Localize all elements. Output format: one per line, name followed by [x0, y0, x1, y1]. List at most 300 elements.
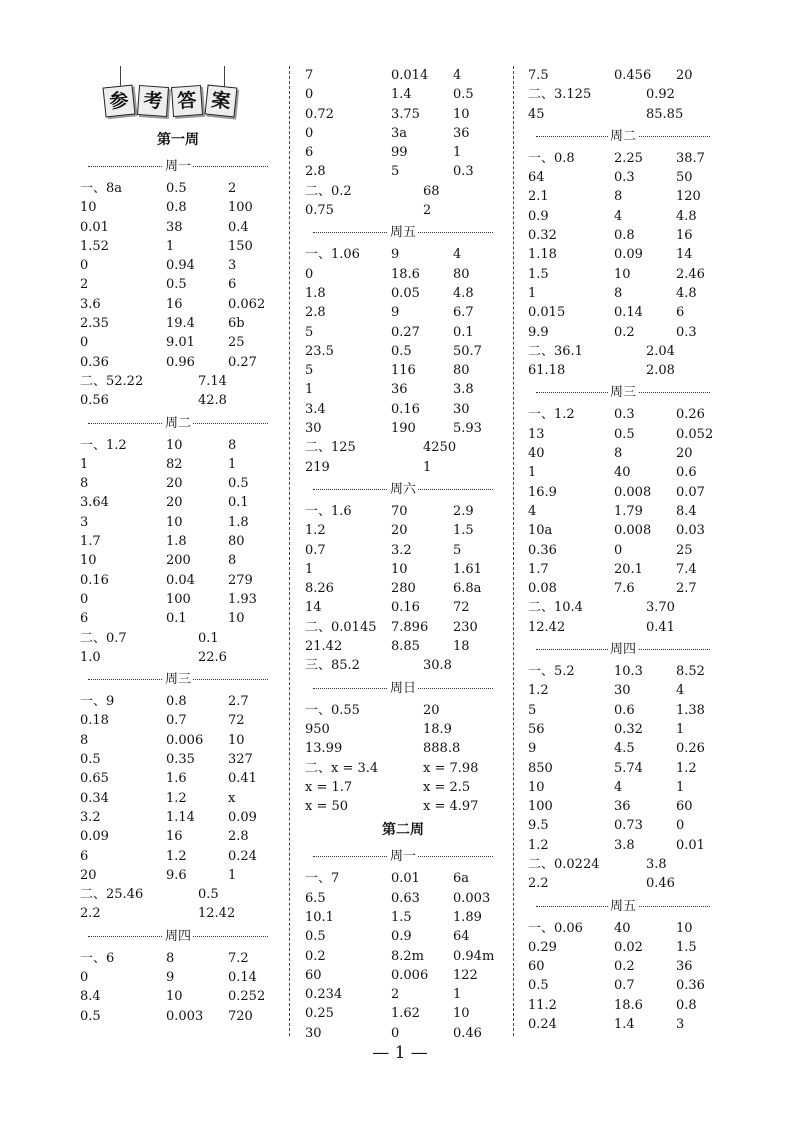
answer-cell: 1.5 [676, 939, 697, 955]
answer-cell: 0.5 [391, 343, 412, 359]
answer-cell: 0 [676, 818, 685, 834]
answer-cell: 0.5 [166, 277, 187, 293]
answer-cell: 6.8a [453, 581, 482, 597]
answer-cell: 0.65 [80, 771, 109, 787]
banner-char: 考 [137, 85, 169, 117]
answer-cell: 1.5 [391, 909, 412, 925]
answer-row [80, 493, 276, 512]
answer-cell: 一、0.06 [528, 920, 583, 936]
answer-cell: 0.7 [305, 542, 326, 558]
answer-row [305, 869, 501, 888]
answer-cell: 0.015 [528, 305, 566, 321]
answer-row [305, 361, 501, 380]
answer-cell: 8 [614, 446, 623, 462]
answer-cell: 5 [391, 164, 400, 180]
answer-cell: 280 [391, 581, 416, 597]
answer-cell: 0 [80, 591, 89, 607]
answer-cell: 0.5 [80, 1008, 101, 1024]
answer-row [305, 947, 501, 966]
day-label: 周三 [609, 385, 636, 401]
answer-cell: 13.99 [305, 741, 343, 757]
answer-cell: 25 [228, 335, 245, 351]
answer-cell: 1.8 [228, 514, 249, 530]
answer-cell: 一、0.8 [528, 150, 575, 166]
answer-row [305, 284, 501, 303]
day-separator [528, 637, 718, 662]
answer-cell: 13 [528, 426, 545, 442]
answer-cell: 二、0.2 [305, 183, 352, 199]
answer-cell: 16 [676, 228, 693, 244]
answer-cell: 0 [80, 969, 89, 985]
answer-cell: 10 [166, 989, 183, 1005]
answer-row [80, 1007, 276, 1026]
answer-row [80, 904, 276, 923]
day-label: 周二 [164, 415, 191, 431]
answer-row [528, 560, 718, 579]
answer-cell: 3.70 [646, 600, 675, 616]
answer-cell: 0.008 [614, 523, 652, 539]
answer-cell: 40 [528, 446, 545, 462]
answer-row [528, 662, 718, 681]
answer-cell: 0.16 [391, 401, 420, 417]
answer-cell: 0 [80, 335, 89, 351]
answer-cell: 7.6 [614, 581, 635, 597]
answer-row [528, 541, 718, 560]
answer-row [80, 750, 276, 769]
answer-cell: 8.4 [80, 989, 101, 1005]
answer-cell: 2.8 [305, 164, 326, 180]
answer-cell: 2.35 [80, 316, 109, 332]
answer-cell: 20 [166, 495, 183, 511]
answer-cell: 36 [614, 799, 631, 815]
answer-cell: 6.5 [305, 890, 326, 906]
answer-cell: 10 [391, 561, 408, 577]
answer-row [528, 463, 718, 482]
answer-cell: 6 [676, 305, 685, 321]
answer-cell: 1.93 [228, 591, 257, 607]
answer-cell: 0.63 [391, 890, 420, 906]
answer-cell: 0.03 [676, 523, 705, 539]
answer-row [528, 323, 718, 342]
answer-cell: 2.7 [676, 581, 697, 597]
answer-cell: 4 [614, 779, 623, 795]
answer-cell: 0.01 [676, 837, 705, 853]
answer-cell: 0.1 [166, 611, 187, 627]
answer-cell: 200 [166, 553, 191, 569]
answer-row [305, 618, 501, 637]
answer-cell: 10 [614, 266, 631, 282]
answer-cell: 8 [80, 732, 89, 748]
answer-row [305, 720, 501, 739]
answer-cell: 1 [166, 238, 175, 254]
answer-cell: 4 [453, 247, 462, 263]
answer-cell: 0.14 [614, 305, 643, 321]
answer-cell: x = 7.98 [423, 760, 479, 776]
answer-row [305, 598, 501, 617]
answer-cell: 21.42 [305, 639, 343, 655]
answer-cell: 60 [528, 959, 545, 975]
answer-cell: 0.8 [166, 200, 187, 216]
day-separator [305, 477, 501, 502]
answer-cell: 0.3 [614, 407, 635, 423]
page-number: — 1 — [372, 1043, 428, 1063]
answer-cell: 6 [80, 848, 89, 864]
answer-cell: 2.25 [614, 150, 643, 166]
answer-cell: x = 4.97 [423, 799, 479, 815]
answer-cell: 720 [228, 1008, 253, 1024]
answer-cell: 一、5.2 [528, 664, 575, 680]
answer-cell: 0.46 [646, 876, 675, 892]
answer-cell: 0.4 [228, 219, 249, 235]
answer-cell: 0.5 [305, 929, 326, 945]
answer-cell: 68 [423, 183, 440, 199]
answer-cell: 0.3 [614, 170, 635, 186]
answer-cell: 40 [614, 465, 631, 481]
answer-row [305, 182, 501, 201]
answer-cell: 3 [676, 1017, 685, 1033]
answer-cell: 1 [228, 867, 237, 883]
answer-row [305, 162, 501, 181]
answer-cell: 4250 [423, 440, 457, 456]
answer-row [528, 579, 718, 598]
answer-cell: 3.75 [391, 106, 420, 122]
answer-row [305, 739, 501, 758]
answer-cell: 0.41 [228, 771, 257, 787]
answer-row [80, 256, 276, 275]
day-separator [80, 411, 276, 436]
answer-row [80, 333, 276, 352]
day-label: 周四 [164, 928, 191, 944]
answer-cell: 2.9 [453, 503, 474, 519]
answer-cell: 1.52 [80, 238, 109, 254]
answer-row [305, 265, 501, 284]
answer-row [80, 314, 276, 333]
answer-cell: 3.64 [80, 495, 109, 511]
answer-cell: 80 [228, 534, 245, 550]
banner-char: 参 [103, 85, 136, 118]
answer-cell: 20 [423, 702, 440, 718]
answer-row [80, 179, 276, 198]
answer-row [80, 474, 276, 493]
answer-row [305, 400, 501, 419]
answer-row [305, 759, 501, 778]
answer-cell: 0.6 [614, 702, 635, 718]
answer-row [528, 187, 718, 206]
answer-cell: 0.94 [166, 258, 195, 274]
answer-row [80, 275, 276, 294]
answer-row [528, 342, 718, 361]
answer-cell: 1 [423, 459, 432, 475]
answer-cell: x [228, 790, 236, 806]
answer-row [305, 637, 501, 656]
answer-cell: 61.18 [528, 363, 566, 379]
answer-cell: 0.8 [676, 997, 697, 1013]
answer-cell: 1 [453, 987, 462, 1003]
answer-cell: 0.32 [614, 721, 643, 737]
answer-cell: 0 [80, 258, 89, 274]
day-label: 周三 [164, 672, 191, 688]
answer-row [305, 778, 501, 797]
answer-cell: 11.2 [528, 997, 557, 1013]
answer-row [305, 105, 501, 124]
answer-cell: 0.56 [80, 393, 109, 409]
answer-row [80, 218, 276, 237]
answer-cell: 0.234 [305, 987, 343, 1003]
answer-cell: 0.5 [80, 752, 101, 768]
answer-row [305, 966, 501, 985]
answer-cell: 0.2 [305, 948, 326, 964]
answer-row [528, 996, 718, 1015]
week-heading: 第二周 [382, 822, 424, 839]
answer-cell: 18.9 [423, 721, 452, 737]
answer-cell: 2.46 [676, 266, 705, 282]
answer-row [305, 889, 501, 908]
answer-cell: 0.26 [676, 407, 705, 423]
answer-cell: 2.2 [80, 906, 101, 922]
answer-cell: 30 [614, 683, 631, 699]
answer-cell: 1.8 [305, 285, 326, 301]
answer-cell: 7.2 [228, 950, 249, 966]
answer-row [528, 361, 718, 380]
answer-cell: 2 [423, 203, 432, 219]
answer-cell: 82 [166, 456, 183, 472]
answer-row [80, 711, 276, 730]
day-label: 周四 [609, 642, 636, 658]
answer-cell: 1.2 [166, 848, 187, 864]
answer-cell: 8 [228, 437, 237, 453]
answer-row [528, 938, 718, 957]
answer-row [528, 618, 718, 637]
answer-cell: 0.14 [228, 969, 257, 985]
answer-row [528, 836, 718, 855]
answer-cell: 2.8 [305, 305, 326, 321]
answer-row [305, 303, 501, 322]
answer-cell: 5 [453, 542, 462, 558]
answer-row [305, 66, 501, 85]
answer-row [528, 444, 718, 463]
day-separator [305, 676, 501, 701]
answer-row [528, 797, 718, 816]
answer-cell: 0.27 [228, 354, 257, 370]
answer-cell: 一、1.6 [305, 503, 352, 519]
answer-cell: 25 [676, 542, 693, 558]
answer-cell: 二、125 [305, 440, 356, 456]
answer-key-banner [80, 66, 276, 126]
answer-cell: 一、0.55 [305, 702, 360, 718]
answer-cell: 9.01 [166, 335, 195, 351]
answer-cell: 0.8 [166, 694, 187, 710]
answer-cell: 40 [614, 920, 631, 936]
answer-row [528, 759, 718, 778]
day-separator [528, 380, 718, 405]
answer-row [305, 656, 501, 675]
answer-cell: 0.5 [453, 87, 474, 103]
answer-cell: 10a [528, 523, 553, 539]
answer-row [528, 245, 718, 264]
answer-cell: 20 [676, 68, 693, 83]
answer-cell: 6.7 [453, 305, 474, 321]
answer-cell: 36 [676, 959, 693, 975]
answer-row [80, 885, 276, 904]
answer-cell: 0.014 [391, 68, 429, 83]
answer-cell: 0.16 [391, 600, 420, 616]
answer-cell: 3.6 [80, 296, 101, 312]
answer-cell: 3.4 [305, 401, 326, 417]
answer-cell: 1 [528, 465, 537, 481]
answer-cell: 1.7 [528, 561, 549, 577]
answer-cell: 116 [391, 363, 416, 379]
answer-cell: 10.3 [614, 664, 643, 680]
answer-row [80, 532, 276, 551]
answer-cell: 19.4 [166, 316, 195, 332]
answer-cell: 1.2 [528, 683, 549, 699]
answer-cell: 9 [391, 305, 400, 321]
answer-cell: 0.9 [391, 929, 412, 945]
answer-cell: 2.8 [228, 829, 249, 845]
answer-cell: 50 [676, 170, 693, 186]
answer-cell: 0.16 [80, 572, 109, 588]
answer-cell: 72 [453, 600, 470, 616]
answer-cell: 10 [228, 732, 245, 748]
answer-cell: 1 [528, 285, 537, 301]
answer-cell: 8.4 [676, 503, 697, 519]
answer-cell: 0.5 [198, 887, 219, 903]
answer-cell: 100 [228, 200, 253, 216]
answer-cell: 6 [80, 611, 89, 627]
answer-row [80, 372, 276, 391]
answer-row [305, 342, 501, 361]
answer-cell: 0.41 [646, 619, 675, 635]
answer-cell: 0.05 [391, 285, 420, 301]
answer-cell: 9.9 [528, 324, 549, 340]
answer-row [80, 455, 276, 474]
answer-cell: 6 [305, 145, 314, 161]
answer-cell: 0.5 [614, 426, 635, 442]
answer-cell: 2 [391, 987, 400, 1003]
answer-cell: 6 [228, 277, 237, 293]
answer-row [528, 502, 718, 521]
answer-cell: 100 [528, 799, 553, 815]
answer-cell: 0.75 [305, 203, 334, 219]
answer-row [528, 681, 718, 700]
answer-cell: 二、10.4 [528, 600, 583, 616]
answer-row [528, 874, 718, 893]
answer-cell: 8 [614, 285, 623, 301]
answer-cell: 12.42 [198, 906, 236, 922]
answer-cell: 2.2 [528, 876, 549, 892]
answer-cell: 2.08 [646, 363, 675, 379]
answer-cell: 1.38 [676, 702, 705, 718]
answer-cell: 二、36.1 [528, 343, 583, 359]
answer-cell: 1.8 [166, 534, 187, 550]
answer-row [80, 295, 276, 314]
answer-cell: 二、0.7 [80, 630, 127, 646]
answer-cell: 0.456 [614, 68, 652, 83]
answer-cell: 2.04 [646, 343, 675, 359]
answer-cell: 7.4 [676, 561, 697, 577]
answer-cell: 7.896 [391, 619, 429, 635]
answer-cell: 0.1 [198, 630, 219, 646]
answer-cell: 10 [228, 611, 245, 627]
answer-cell: 1.4 [391, 87, 412, 103]
answer-row [80, 237, 276, 256]
answer-row [305, 701, 501, 720]
answer-row [528, 976, 718, 995]
answer-cell: 4 [676, 683, 685, 699]
answer-cell: 10 [453, 1006, 470, 1022]
answer-cell: 42.8 [198, 393, 227, 409]
answer-cell: 0.052 [676, 426, 714, 442]
answer-cell: 16 [166, 829, 183, 845]
answer-cell: x = 50 [305, 799, 349, 815]
answer-cell: 70 [391, 503, 408, 519]
answer-cell: 一、8a [80, 181, 123, 196]
answer-row [305, 1024, 501, 1043]
answer-cell: 0 [391, 1025, 400, 1041]
answer-cell: 22.6 [198, 649, 227, 665]
answer-cell: 0.7 [166, 713, 187, 729]
answer-cell: 36 [453, 125, 470, 141]
answer-row [80, 648, 276, 667]
answer-cell: 20 [676, 446, 693, 462]
answer-cell: 9 [391, 247, 400, 263]
answer-cell: 2 [228, 181, 237, 196]
answer-cell: 1 [453, 145, 462, 161]
answer-cell: 230 [453, 619, 478, 635]
answer-row [305, 143, 501, 162]
answer-cell: 5 [305, 324, 314, 340]
answer-cell: 0.9 [528, 208, 549, 224]
answer-cell: 0.09 [614, 247, 643, 263]
answer-cell: 0.25 [305, 1006, 334, 1022]
answer-cell: 99 [391, 145, 408, 161]
answer-row [528, 149, 718, 168]
answer-cell: 279 [228, 572, 253, 588]
answer-cell: 0.006 [391, 967, 429, 983]
answer-cell: 4.8 [453, 285, 474, 301]
answer-cell: 1 [305, 382, 314, 398]
answer-row [80, 353, 276, 372]
answer-cell: x = 1.7 [305, 779, 353, 795]
answer-cell: 20.1 [614, 561, 643, 577]
day-label: 周五 [609, 898, 636, 914]
answer-cell: 二、3.125 [528, 87, 592, 103]
answer-cell: 4.5 [614, 741, 635, 757]
answer-row [528, 226, 718, 245]
answer-cell: 8 [166, 950, 175, 966]
answer-row [305, 541, 501, 560]
answer-cell: 10 [80, 553, 97, 569]
answer-cell: 2 [80, 277, 89, 293]
answer-row [528, 303, 718, 322]
answer-cell: 9.5 [528, 818, 549, 834]
answer-cell: 1.2 [528, 837, 549, 853]
answer-cell: 0 [305, 87, 314, 103]
answer-row [305, 419, 501, 438]
answer-cell: 8.2m [391, 948, 425, 964]
answer-cell: 8 [228, 553, 237, 569]
answer-cell: 二、x = 3.4 [305, 760, 379, 776]
answer-row [528, 720, 718, 739]
answer-cell: 1.6 [166, 771, 187, 787]
answer-cell: 64 [528, 170, 545, 186]
answer-row [528, 701, 718, 720]
answer-cell: 4 [528, 503, 537, 519]
answer-cell: 1 [228, 456, 237, 472]
answer-row [80, 551, 276, 570]
day-separator [305, 220, 501, 245]
answer-cell: 950 [305, 721, 330, 737]
